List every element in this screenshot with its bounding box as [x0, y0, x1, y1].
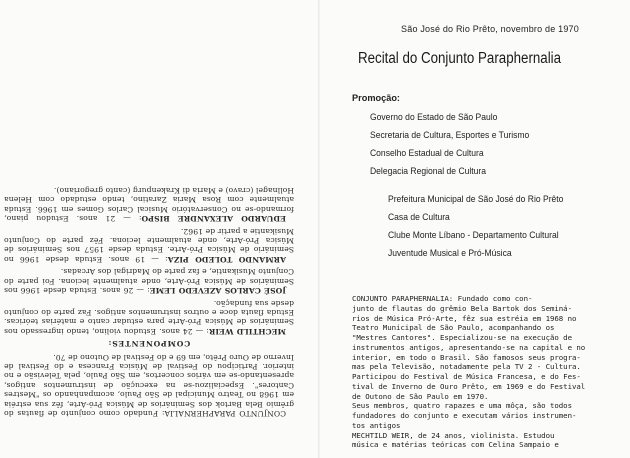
description-line: rios de Música Pró-Arte, fêz sua estréia em 1968 no	[352, 313, 577, 323]
member-name: EDUARDO ALEXANDRE BISPO	[141, 214, 286, 224]
description-line: MECHTILD WEIR, de 24 anos, violinista. Estudou	[352, 430, 555, 440]
right-column	[322, 0, 630, 458]
description-line: instrumentos antigos, apresentando-se na capital e no	[352, 342, 586, 352]
description-line: fundadores do conjunto e executam vários instrumen-	[352, 411, 577, 420]
ensemble-description	[352, 294, 628, 450]
member-paragraph	[4, 186, 294, 224]
description-line: Teatro Municipal de São Paulo, acompanhando os	[352, 323, 555, 333]
description-line: tos antigos	[352, 420, 401, 430]
member-text: : — 24 anos. Estudou violino, tendo ingressado nos Seminários de Música Pró-Arte para estudar canto e matérias teóricas. Estuda flauta doce e outros instrumentos antigos. Faz parte do conjunto desde sua fundação.	[4, 298, 294, 336]
member-text: : — 19 anos. Estuda desde 1966 no Seminário de Música Pró-Arte. Estuda desde 1957 nos Seminários de Música Pró-Arte, onde atualmente leciona. Fêz parte do Conjunto Musikantie a partir de 1962.	[4, 226, 294, 264]
sponsor-item: Delegacia Regional de Cultura	[370, 166, 487, 176]
left-intro-paragraph: CONJUNTO PARAPHERNALIA: Fundado como conjunto de flautas do grêmio Bela Bartok dos Seminários de Música Pró-Arte, fêz sua estréia em 1968 no Teatro Municipal de São Paulo, acompanhando os "Mestres Cantores". Especializou-se na execução de instrumentos antigos, apresentando-se em vários concertos, em São Paulo, pela Televisão e no interior. Participou do Festival de Música Francesa e do Festival de Inverno de Ouro Prêto, em 69 e do Festival de Outono de 70.	[4, 352, 294, 418]
recital-title: Recital do Conjunto Paraphernalia	[358, 50, 562, 67]
member-paragraph	[4, 267, 294, 295]
description-line: CONJUNTO PARAPHERNALIA: Fundado como con-	[352, 294, 533, 303]
member-name: MECHTILD WEIR	[208, 326, 286, 336]
components-heading: COMPONENTES:	[107, 339, 191, 349]
sponsor-item: Conselho Estadual de Cultura	[370, 148, 484, 158]
sponsor-item: Prefeitura Municipal de São José do Rio Prêto	[388, 194, 564, 204]
description-line: interior, em todo o Brasil. São famosos seus progra-	[352, 352, 581, 362]
sponsor-item: Juventude Musical e Pró-Música	[388, 248, 512, 258]
description-line: Participou do Festival de Música Francesa, e do Fes-	[352, 372, 581, 381]
sponsor-item: Governo do Estado de São Paulo	[370, 112, 498, 122]
member-name: JOSÉ CARLOS AZEVEDO LEME	[149, 286, 286, 296]
member-text: : — 26 anos. Estuda desde 1966 nos Seminários de Música Pró-Arte, onde atualmente leciona. Foi parte do Conjunto Musikantie, e faz parte do Madrigal dos Arcadas.	[3, 267, 294, 296]
description-line: "Mestres Cantores". Especializou-se na execução de	[352, 333, 572, 342]
upside-down-text-block	[4, 6, 294, 418]
place-and-date: São José do Rio Prêto, novembro de 1970	[401, 24, 579, 34]
member-text: : — 21 anos. Estudou piano, formando-se no Conservatório Musical Carlos Gomes em 1966. Estuda atualmente com Rosa Maria Zaratino, tendo estudado com Helena Hollnagel (cravo) e Maria di Krakenpurg (canto gregoriano).	[4, 186, 294, 224]
member-paragraph	[4, 298, 294, 336]
sponsor-item: Clube Monte Líbano - Departamento Cultural	[388, 230, 559, 240]
description-line: junto de flautas do grêmio Bela Bartok dos Seminá-	[352, 303, 572, 313]
state-sponsors-list	[370, 108, 543, 180]
member-paragraph	[4, 226, 294, 264]
description-line: de Outono de São Paulo em 1970.	[352, 391, 489, 401]
member-name: ARMANDO TOLEDO PIZA	[167, 254, 286, 264]
page-fold-divider	[318, 0, 320, 458]
description-line: Seus membros, quatro rapazes e uma môça, são todos	[352, 401, 572, 411]
description-line: tival de Inverno de Ouro Prêto, em 1969 e do Festival	[352, 381, 586, 391]
description-line: mas pela Televisão, notadamente pela TV 2 - Cultura.	[352, 362, 581, 372]
promocao-label: Promoção:	[352, 93, 400, 103]
sponsor-item: Casa de Cultura	[388, 212, 450, 222]
description-line: música e matérias teóricas com Celina Sampaio e	[352, 440, 559, 450]
municipal-sponsors-list	[388, 190, 579, 262]
sponsor-item: Secretaria de Cultura, Esportes e Turismo	[370, 130, 530, 140]
